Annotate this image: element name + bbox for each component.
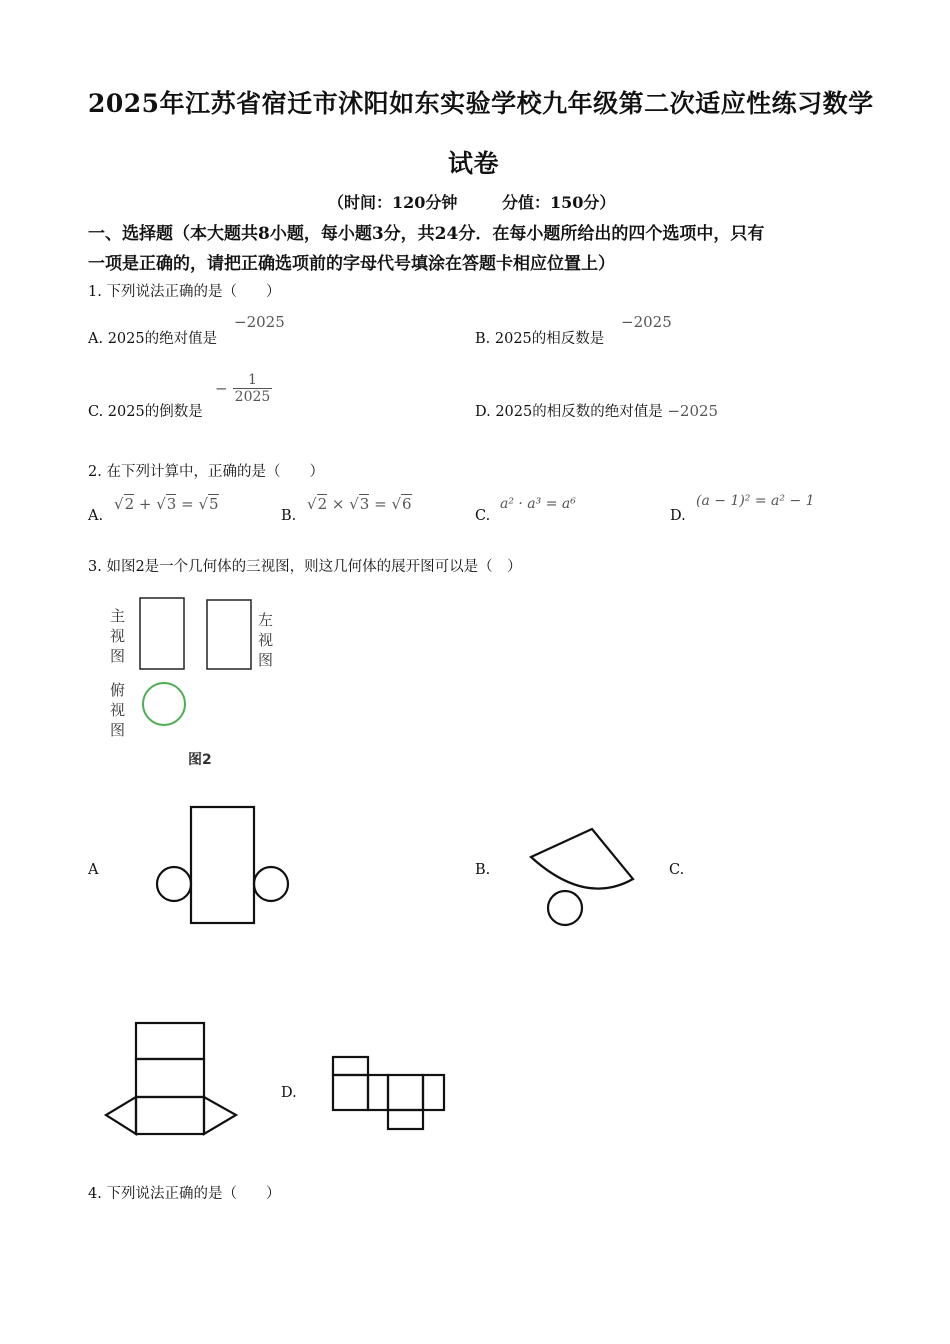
exam-title-line1: 2025年江苏省宿迁市沭阳如东实验学校九年级第二次适应性练习数学 xyxy=(88,89,874,118)
q1-option-c-numerator: 1 xyxy=(233,372,273,389)
q2-option-a-math: √2 + √3 = √5 xyxy=(114,495,219,513)
exam-title-line2: 试卷 xyxy=(448,149,500,178)
exam-info: （时间：120分钟 分值：150分） xyxy=(328,193,616,212)
q2-option-b-label[interactable]: B. xyxy=(281,508,297,524)
q2-option-a-label[interactable]: A. xyxy=(88,508,104,524)
q1-option-c-minus: − xyxy=(215,379,228,398)
q3-option-c-label[interactable]: C. xyxy=(669,862,685,878)
q2-option-b-math: √2 × √3 = √6 xyxy=(307,495,412,513)
q1-option-a-math: −2025 xyxy=(234,313,285,331)
q1-option-a-label: A. 2025的绝对值是 xyxy=(88,331,218,347)
q1-option-c-denominator: 2025 xyxy=(234,389,271,405)
q2-option-c-math: a² · a³ = a⁶ xyxy=(500,496,576,512)
q1-option-d-label: D. 2025的相反数的绝对值是 xyxy=(475,404,663,420)
net-d-square-2 xyxy=(368,1075,388,1110)
section1-header-line2: 一项是正确的，请把正确选项前的字母代号填涂在答题卡相应位置上） xyxy=(88,254,615,274)
net-d-bottom-square xyxy=(388,1110,423,1129)
q2-option-c-label[interactable]: C. xyxy=(475,508,491,524)
q2-option-d-math: (a − 1)² = a² − 1 xyxy=(696,493,815,509)
net-d-square-3 xyxy=(388,1075,423,1110)
q1-stem: 1. 下列说法正确的是（ ） xyxy=(88,284,281,300)
net-d-top-square xyxy=(333,1057,368,1075)
q1-option-b-label: B. 2025的相反数是 xyxy=(475,331,605,347)
net-d-square-4 xyxy=(423,1075,444,1110)
q3-option-d-label[interactable]: D. xyxy=(281,1085,297,1101)
top-view-label: 俯视图 xyxy=(110,681,126,739)
q3-option-b-label[interactable]: B. xyxy=(475,862,491,878)
q1-option-b-math: −2025 xyxy=(621,313,672,331)
left-view-label: 左视图 xyxy=(258,611,274,669)
figure2-caption: 图2 xyxy=(188,752,212,768)
q3-option-a-label[interactable]: A xyxy=(88,862,99,878)
q4-stem: 4. 下列说法正确的是（ ） xyxy=(88,1186,281,1202)
q1-option-d-math: −2025 xyxy=(667,402,719,420)
q2-stem: 2. 在下列计算中，正确的是（ ） xyxy=(88,464,324,480)
net-d-square-1 xyxy=(333,1075,368,1110)
q1-option-c-label: C. 2025的倒数是 xyxy=(88,404,203,420)
section1-header-line1: 一、选择题（本大题共8小题，每小题3分，共24分．在每小题所给出的四个选项中，只有 xyxy=(88,224,765,244)
q2-option-d-label[interactable]: D. xyxy=(670,508,686,524)
front-view-label: 主视图 xyxy=(110,607,126,665)
q3-stem: 3. 如图2是一个几何体的三视图，则这几何体的展开图可以是（ ） xyxy=(88,559,522,575)
